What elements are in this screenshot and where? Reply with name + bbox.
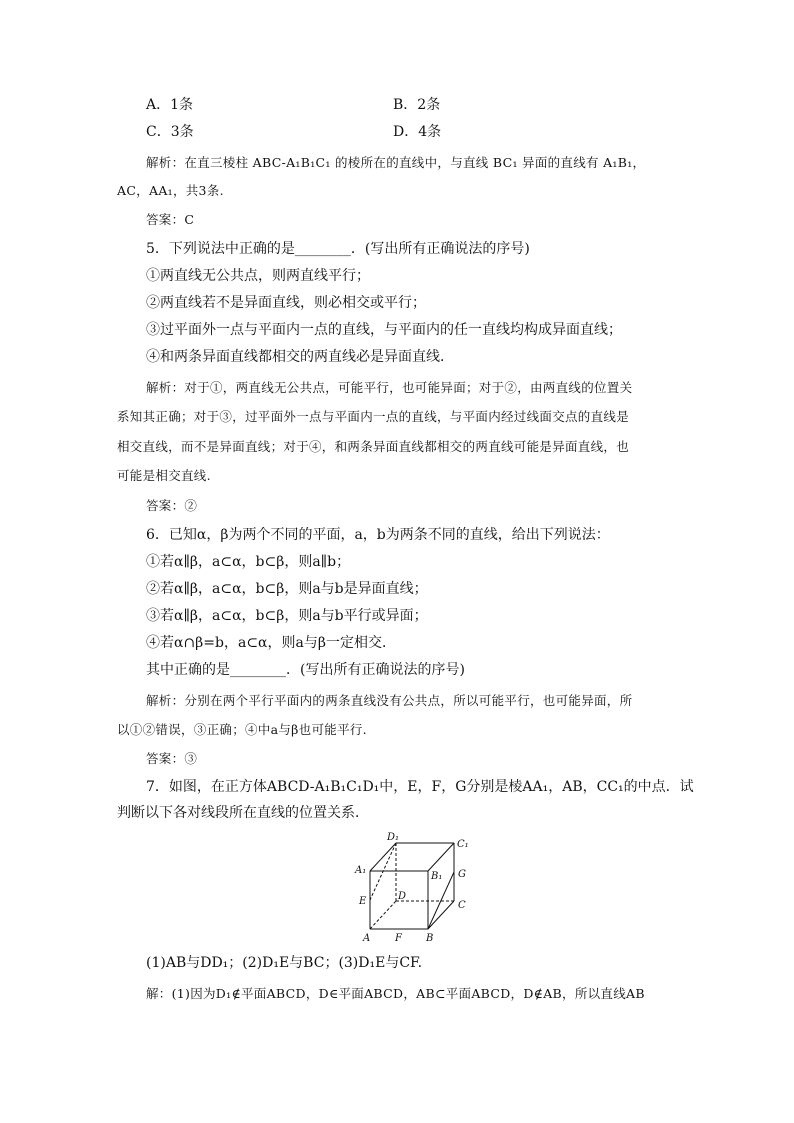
label-b: B [426,933,434,944]
solution-5-line-1: 解析：对于①，两直线无公共点，可能平行，也可能异面；对于②，由两直线的位置关 [146,380,633,395]
question-7-line-2: 判断以下各对线段所在直线的位置关系． [117,805,369,821]
label-c: C [458,900,466,911]
question-6-stem: 6．已知α，β为两个不同的平面，a，b为两条不同的直线，给出下列说法： [146,527,610,543]
label-b1: B₁ [431,871,443,882]
question-7-parts: (1)AB与DD₁；(2)D₁E与BC；(3)D₁E与CF. [146,955,423,971]
solution-7-line-1: 解：(1)因为D₁∉平面ABCD，D∈平面ABCD，AB⊂平面ABCD，D∉AB，所以直线AB [146,986,645,1001]
option-c: C．3条 [146,124,194,140]
question-6-statement-3: ③若α∥β，a⊂α，b⊂β，则a与b平行或异面； [146,608,428,624]
question-6-statement-4: ④若α∩β=b，a⊂α，则a与β一定相交． [146,635,396,651]
label-g: G [458,869,466,880]
question-5-statement-3: ③过平面外一点与平面内一点的直线，与平面内的任一直线均构成异面直线； [146,322,622,338]
solution-4-line-2: AC，AA₁，共3条. [117,183,224,198]
option-b: B．2条 [393,97,441,113]
label-d1: D₁ [387,832,400,843]
solution-6-line-2: 以①②错误，③正确；④中a与β也可能平行. [117,722,367,737]
question-5-statement-1: ①两直线无公共点，则两直线平行； [146,268,370,284]
solution-4-line-1: 解析：在直三棱柱 ABC-A₁B₁C₁ 的棱所在的直线中，与直线 BC₁ 异面的直线有 A₁B₁， [146,155,646,170]
solution-5-line-2: 系知其正确；对于③，过平面外一点与平面内一点的直线，与平面内经过线面交点的直线是 [117,409,630,424]
label-a: A [363,933,371,944]
cube-diagram [350,828,485,946]
answer-4: 答案：C [146,212,195,227]
question-7-line-1: 7．如图，在正方体ABCD-A₁B₁C₁D₁中，E，F，G分别是棱AA₁，AB，CC₁的中点．试 [146,779,694,795]
answer-5: 答案：② [146,498,198,513]
question-5-statement-4: ④和两条异面直线都相交的两直线必是异面直线． [146,349,454,365]
option-a: A．1条 [146,97,194,113]
solution-5-line-3: 相交直线，而不是异面直线；对于④，和两条异面直线都相交的两直线可能是异面直线，也 [117,439,630,454]
label-e: E [359,896,367,907]
question-5-statement-2: ②两直线若不是异面直线，则必相交或平行； [146,295,426,311]
label-d: D [398,891,407,902]
label-f: F [395,933,402,944]
label-a1: A₁ [355,865,367,876]
cube-figure [350,828,485,946]
label-c1: C₁ [457,839,469,850]
question-6-ask: 其中正确的是________．(写出所有正确说法的序号) [146,662,465,678]
question-6-statement-1: ①若α∥β，a⊂α，b⊂β，则a∥b； [146,554,351,570]
answer-6: 答案：③ [146,751,198,766]
solution-6-line-1: 解析：分别在两个平行平面内的两条直线没有公共点，所以可能平行，也可能异面，所 [146,693,633,708]
option-d: D．4条 [393,124,442,140]
solution-5-line-4: 可能是相交直线. [117,468,211,483]
question-5-stem: 5．下列说法中正确的是________．(写出所有正确说法的序号) [146,241,530,257]
question-6-statement-2: ②若α∥β，a⊂α，b⊂β，则a与b是异面直线； [146,581,428,597]
